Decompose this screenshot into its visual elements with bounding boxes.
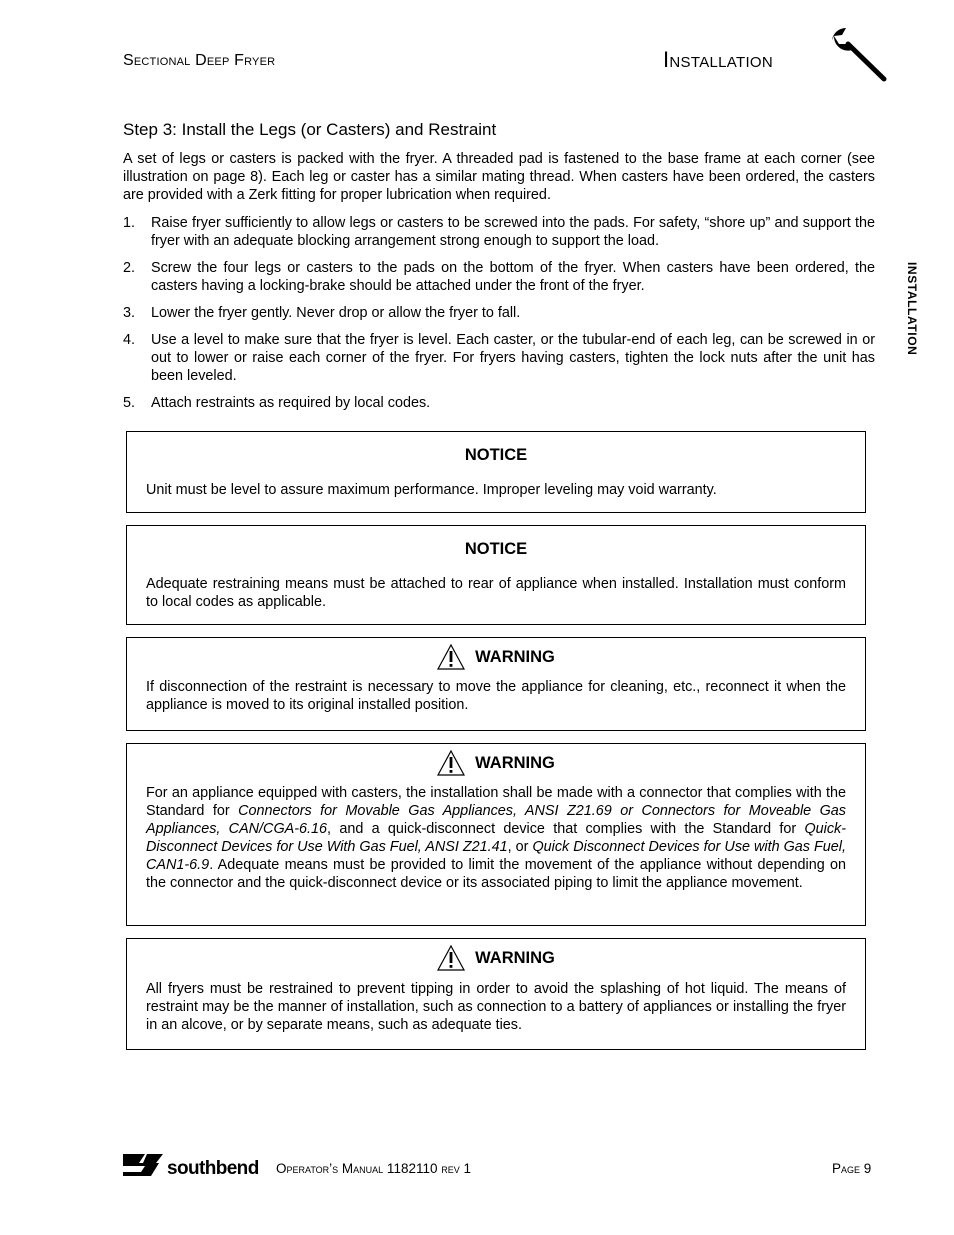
- southbend-logo: [123, 1152, 263, 1178]
- warning-body: [146, 784, 846, 892]
- notice-body: Unit must be level to assure maximum performance. Improper leveling may void warranty.: [146, 482, 717, 498]
- step-number: 3.: [123, 305, 136, 321]
- notice-body: Adequate restraining means must be attached to rear of appliance when installed. Installation must conform to local codes as applicable.: [146, 576, 846, 610]
- logo-text: southbend: [167, 1158, 259, 1178]
- footer-page-number: Page 9: [832, 1161, 872, 1176]
- warning-triangle-icon: [437, 644, 465, 670]
- warning-title: WARNING: [475, 753, 555, 772]
- steps-list: [123, 214, 875, 421]
- warning-text: For an appliance equipped with casters, the installation shall be made with a connector that complies with the Standard for: [146, 785, 846, 819]
- step-text: Attach restraints as required by local codes.: [151, 395, 431, 411]
- step-heading: Step 3: Install the Legs (or Casters) and Restraint: [123, 120, 497, 139]
- warning-title-row: [127, 750, 865, 776]
- list-item: [123, 214, 875, 250]
- warning-body: If disconnection of the restraint is necessary to move the appliance for cleaning, etc., reconnect it when the appliance is moved to its original installed position.: [146, 679, 846, 713]
- warning-triangle-icon: [437, 750, 465, 776]
- list-item: [123, 394, 875, 412]
- warning-text: , or: [507, 839, 533, 855]
- standard-reference: Quick-Disconnect Devices for Use With Gas Fuel, ANSI Z21.41: [146, 821, 847, 855]
- standard-reference: Connectors for Movable Gas Appliances, ANSI Z21.69 or Connectors for Moveable Gas Appliances, CAN/CGA-6.16: [146, 803, 847, 837]
- step-text: Use a level to make sure that the fryer is level. Each caster, or the tubular-end of each leg, can be screwed in or out to lower or raise each corner of the fryer. For fryers having casters, tighten the lock nuts after the unit has been leveled.: [151, 332, 875, 384]
- step-number: 4.: [123, 332, 136, 348]
- step-text: Screw the four legs or casters to the pads on the bottom of the fryer. When casters have been ordered, the casters having a locking-brake should be attached under the front of the fryer.: [151, 260, 875, 294]
- header-chapter-title: Installation: [663, 47, 774, 72]
- step-text: Raise fryer sufficiently to allow legs or casters to be screwed into the pads. For safety, “shore up” and support the fryer with an adequate blocking arrangement strong enough to support the load.: [151, 215, 875, 249]
- notice-box-restraint: [126, 525, 866, 625]
- warning-title: WARNING: [475, 647, 555, 666]
- step-number: 5.: [123, 395, 136, 411]
- wrench-icon: [826, 26, 888, 84]
- notice-title: NOTICE: [464, 446, 528, 464]
- warning-triangle-icon: [437, 945, 465, 971]
- step-number: 2.: [123, 260, 136, 276]
- warning-box-casters: [126, 743, 866, 926]
- warning-box-reconnect: [126, 637, 866, 731]
- notice-title: NOTICE: [464, 540, 528, 558]
- warning-title-row: [127, 945, 865, 971]
- warning-title-row: [127, 644, 865, 670]
- footer-manual-title: Operator’s Manual 1182110 rev 1: [276, 1161, 472, 1176]
- list-item: [123, 259, 875, 295]
- side-tab-label: INSTALLATION: [905, 262, 919, 356]
- warning-box-tipping: [126, 938, 866, 1050]
- warning-text: , and a quick-disconnect device that complies with the Standard for: [327, 821, 805, 837]
- header-section-title: Sectional Deep Fryer: [123, 52, 276, 69]
- step-text: Lower the fryer gently. Never drop or allow the fryer to fall.: [151, 305, 521, 321]
- intro-paragraph: A set of legs or casters is packed with the fryer. A threaded pad is fastened to the base frame at each corner (see illustration on page 8). Each leg or caster has a similar mating thread. When casters have been ordered, the casters are provided with a Zerk fitting for proper lubrication when required.: [123, 151, 875, 203]
- list-item: [123, 331, 875, 385]
- notice-box-level: [126, 431, 866, 513]
- list-item: [123, 304, 875, 322]
- warning-body: All fryers must be restrained to prevent tipping in order to avoid the splashing of hot liquid. The means of restraint may be the manner of installation, such as connection to a battery of appliances or installing the fryer in an alcove, or by separate means, such as adequate ties.: [146, 981, 846, 1033]
- standard-reference: Quick Disconnect Devices for Use with Gas Fuel, CAN1-6.9: [146, 839, 846, 873]
- warning-text: . Adequate means must be provided to limit the movement of the appliance without depending on the connector and the quick-disconnect device or its associated piping to limit the appliance movement.: [146, 857, 846, 891]
- warning-title: WARNING: [475, 948, 555, 967]
- step-number: 1.: [123, 215, 136, 231]
